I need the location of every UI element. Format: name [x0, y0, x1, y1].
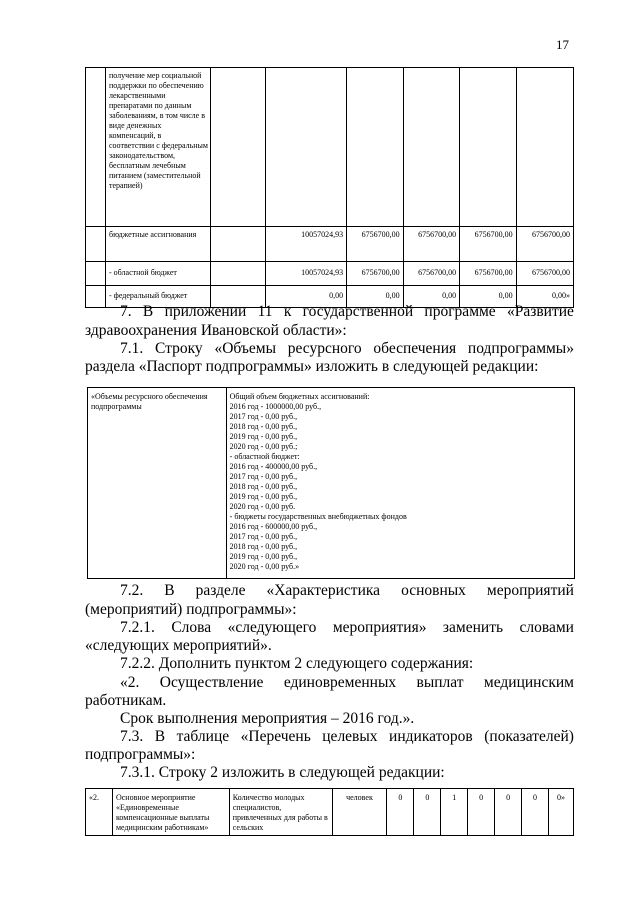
- table-cell: 0: [522, 789, 549, 836]
- paragraph-7-2-line1: 7.2. В разделе «Характеристика основных мероприятий: [120, 582, 574, 599]
- paragraph-7-3-line2: подпрограммы»:: [85, 746, 196, 763]
- table-cell: 0»: [548, 789, 573, 836]
- table-cell: 0: [468, 789, 495, 836]
- table-cell: человек: [332, 789, 387, 836]
- table-cell: 1: [441, 789, 468, 836]
- paragraph-7-2-1-line2: «следующих мероприятий».: [85, 637, 272, 654]
- table-row: [88, 388, 575, 579]
- table-cell: 0,00»: [516, 286, 573, 308]
- table-cell: Общий объем бюджетных ассигнований: 2016 год - 1000000,00 руб., 2017 год - 0,00 руб., 2018 год - 0,00 руб., 2019 год - 0,00 руб., 2020 год - 0,00 руб.; - областной бюджет: 2016 год - 400000,00 руб., 2017 год - 0,00 руб., 2018 год - 0,00 руб., 2019 год - 0,00 руб., 2020 год - 0,00 руб. - бюджеты государственных внебюджетных фондов 2016 год - 600000,00 руб., 2017 год - 0,00 руб., 2018 год - 0,00 руб., 2019 год - 0,00 руб., 2020 год - 0,00 руб.»: [226, 388, 574, 579]
- table-cell: «Объемы ресурсного обеспечения подпрограммы: [88, 388, 227, 579]
- paragraph-7-3-1: 7.3.1. Строку 2 изложить в следующей редакции:: [120, 764, 445, 781]
- paragraph-deadline: Срок выполнения мероприятия – 2016 год.».: [120, 710, 415, 727]
- paragraph-item-2-line2: работникам.: [85, 692, 167, 709]
- table-row: [86, 227, 574, 262]
- table-cell: 6756700,00: [347, 227, 403, 262]
- table-cell: 0,00: [347, 286, 403, 308]
- paragraph-7-line2: здравоохранения Ивановской области»:: [85, 322, 347, 339]
- table-cell: 0,00: [265, 286, 346, 308]
- table-cell: 6756700,00: [403, 262, 459, 286]
- table-cell: 0,00: [460, 286, 516, 308]
- table-cell: 0,00: [403, 286, 459, 308]
- table-cell: 6756700,00: [516, 227, 573, 262]
- paragraph-7-1-line1: 7.1. Строку «Объемы ресурсного обеспечения подпрограммы»: [120, 340, 574, 357]
- paragraph-7-2-1-line1: 7.2.1. Слова «следующего мероприятия» заменить словами: [120, 619, 574, 636]
- table-cell: 6756700,00: [516, 262, 573, 286]
- paragraph-7-2-line2: (мероприятий) подпрограммы»:: [85, 601, 297, 618]
- financing-table: [85, 67, 574, 308]
- table-cell: - областной бюджет: [106, 262, 211, 286]
- table-cell: 0: [387, 789, 414, 836]
- table-cell: 10057024,93: [265, 227, 346, 262]
- table-row: [86, 789, 574, 836]
- paragraph-item-2-line1: «2. Осуществление единовременных выплат медицинским: [120, 674, 574, 691]
- indicators-table: [85, 788, 574, 836]
- table-cell: Количество молодых специалистов, привлеченных для работы в сельских: [229, 789, 332, 836]
- table-cell: 6756700,00: [460, 262, 516, 286]
- table-cell: 0: [495, 789, 522, 836]
- paragraph-7-3-line1: 7.3. В таблице «Перечень целевых индикаторов (показателей): [120, 728, 574, 745]
- paragraph-7-1-line2: раздела «Паспорт подпрограммы» изложить в следующей редакции:: [85, 358, 539, 375]
- table-cell: 0: [414, 789, 441, 836]
- table-cell: получение мер социальной поддержки по обеспечению лекарственными препаратами по данным заболеваниям, в том числе в виде денежных компенсаций, в соответствии с федеральным законодательством, бесплатным лечебным питанием (заместительной терапией): [106, 68, 211, 227]
- table-cell: - федеральный бюджет: [106, 286, 211, 308]
- table-row: [86, 262, 574, 286]
- page-number: 17: [556, 37, 569, 52]
- passport-table: [87, 387, 575, 579]
- table-cell: 6756700,00: [460, 227, 516, 262]
- table-cell: Основное мероприятие «Единовременные компенсационные выплаты медицинским работникам»: [112, 789, 229, 836]
- table-cell: 6756700,00: [403, 227, 459, 262]
- table-row: [86, 68, 574, 227]
- table-cell: бюджетные ассигнования: [106, 227, 211, 262]
- table-cell: «2.: [86, 789, 113, 836]
- paragraph-7-line1: 7. В приложении 11 к государственной программе «Развитие: [120, 303, 574, 320]
- table-cell: 6756700,00: [347, 262, 403, 286]
- paragraph-7-2-2: 7.2.2. Дополнить пунктом 2 следующего содержания:: [120, 655, 474, 672]
- table-cell: 10057024,93: [265, 262, 346, 286]
